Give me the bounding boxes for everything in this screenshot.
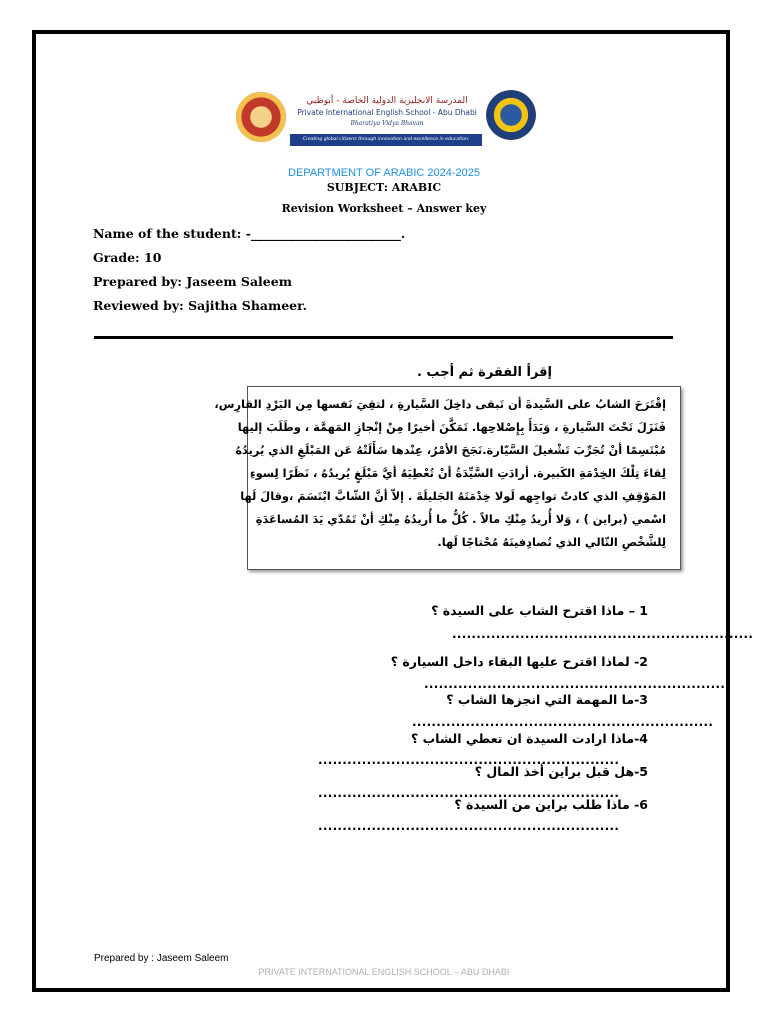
- answer-line-2: ..............................................................: [424, 677, 726, 691]
- department-title: DEPARTMENT OF ARABIC 2024-2025: [288, 167, 480, 179]
- footer-prepared-by: Prepared by : Jaseem Saleem: [94, 953, 229, 964]
- school-crest-logo: [486, 90, 536, 140]
- school-name-arabic: المدرسة الانجليزية الدولية الخاصة - أبوظبي: [306, 96, 468, 106]
- answer-line-5: ..............................................................: [318, 786, 620, 800]
- grade-line: Grade: 10: [93, 250, 162, 265]
- question-6: 6- ماذا طلب براين من السيدة ؟: [454, 797, 648, 812]
- subject-title: SUBJECT: ARABIC: [326, 181, 442, 194]
- question-5: 5-هل قبل براين أخذ المال ؟: [474, 764, 648, 779]
- answer-line-6: ..............................................................: [318, 819, 620, 833]
- answer-line-4: ..............................................................: [318, 753, 620, 767]
- passage-line: إقْتَرَحَ الشابُ على السَّيدةَ أن تَبقى داخِلَ السَّيارةِ ، لتقِيَ نَفسها مِن البَرْدِ القارِس،: [214, 397, 666, 411]
- question-3: 3-ما المهمة التي انجزها الشاب ؟: [446, 692, 648, 707]
- reading-instruction: إقرأ الفقرة ثم أجب .: [416, 365, 552, 380]
- footer-school-name: PRIVATE INTERNATIONAL ENGLISH SCHOOL – ABU DHABI: [258, 967, 510, 977]
- passage-line: لِقاءَ تِلْكَ الخِدْمَةِ الكَبيرة. أرادَتِ السَّيِّدَةُ أنْ تُعْطِيَهُ أيَّ مَبْلَغٍ يُريدُهُ ، نَظَرًا لِسوءِ: [249, 466, 666, 480]
- passage-line: اسْمي (براين ) ، وَلا أُريدُ مِنْكِ مالاً . كُلُّ ما أُريدُهُ مِنْكِ أنْ تَمُدّي يَدَ المُساعَدَةِ: [255, 512, 666, 526]
- school-tagline: Creating global citizens through innovation and excellence in education.: [290, 134, 482, 146]
- passage-line: مُبْتَسِمًا أنْ تُجَرِّبَ تَشْغيلَ السَّيّارة.نَجَحَ الأمْرُ، عِنْدها سَأَلَتْهُ عَن المَبْلَغِ الذي يُريدُهُ: [235, 443, 666, 457]
- answer-line-1: ..............................................................: [452, 627, 754, 641]
- answer-line-3: ..............................................................: [412, 715, 714, 729]
- section-divider: [94, 336, 673, 339]
- passage-line: المَوْقِفِ الذي كادتْ تواجِهه لَولا خِدْمَتَهُ الجَليلَةَ . إلاّ أنَّ الشّابَّ ابْتَسَمَ ،وقالَ لَها: [240, 489, 666, 503]
- school-letterhead: [232, 84, 538, 150]
- prepared-by-line: Prepared by: Jaseem Saleem: [93, 274, 292, 289]
- passage-line: لِلشَّخْصِ التّالي الذي تُصادِفينَهُ مُحْتاجًا لَها.: [437, 535, 666, 549]
- question-2: 2- لماذا اقترح عليها البقاء داخل السيارة ؟: [390, 654, 648, 669]
- school-subtitle: Bharatiya Vidya Bhavan: [350, 120, 424, 127]
- bvb-logo: [236, 92, 286, 142]
- question-4: 4-ماذا ارادت السيدة ان تعطي الشاب ؟: [410, 731, 648, 746]
- reviewed-by-line: Reviewed by: Sajitha Shameer.: [93, 298, 307, 313]
- reading-passage-box: [214, 386, 681, 570]
- worksheet-title: Revision Worksheet – Answer key: [281, 202, 487, 215]
- passage-line: فَنَزَلَ تَحْتَ السَّيارةِ ، وَبَدَأَ بِإِصْلاحِها. تَمَكَّنَ أخيرًا مِنْ إنْجازِ المَهمَّة ، وطَلَبَ إليها: [237, 420, 666, 434]
- student-name-field: Name of the student: -________________________.: [93, 226, 406, 241]
- question-1: 1 – ماذا اقترح الشاب على السيدة ؟: [431, 603, 648, 618]
- school-name-english: Private International English School - Abu Dhabi: [297, 108, 477, 117]
